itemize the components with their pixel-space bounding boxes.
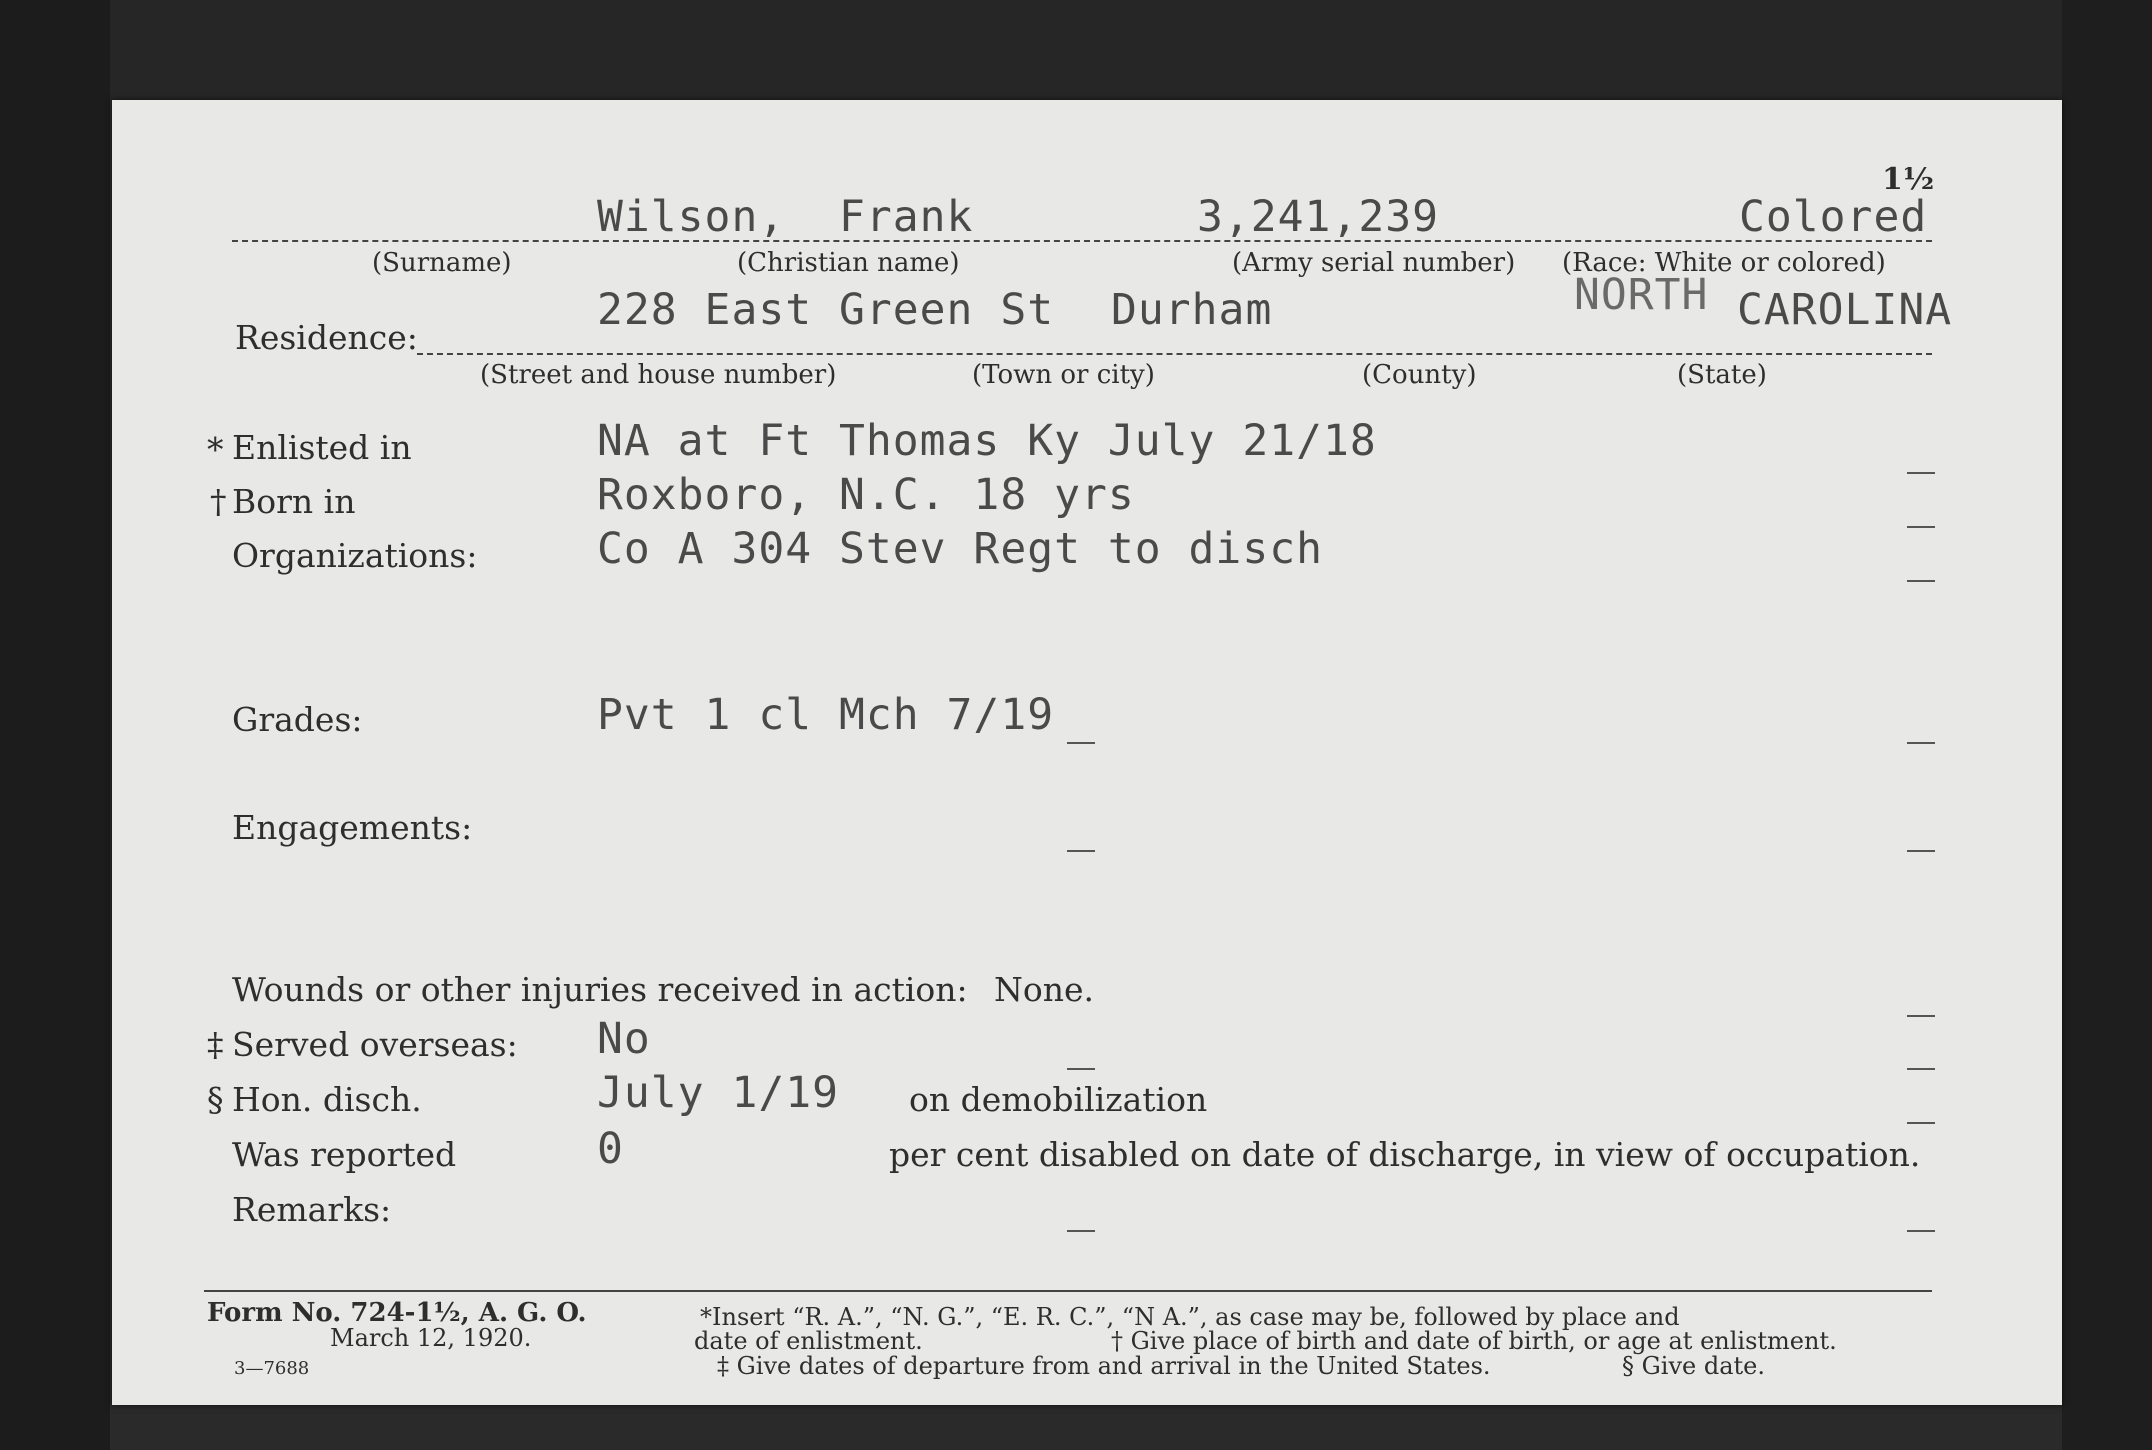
header-rule: [232, 240, 1932, 242]
surname-value: Wilson,: [597, 192, 786, 242]
scan-background-right: [2062, 0, 2152, 1450]
town-value: Durham: [1111, 285, 1273, 335]
town-caption: (Town or city): [972, 360, 1155, 390]
grades-label: Grades:: [232, 700, 363, 739]
margin-tick: [1907, 742, 1935, 744]
scan-background-left: [0, 0, 110, 1450]
inner-tick: [1067, 850, 1095, 852]
margin-tick: [1907, 526, 1935, 528]
reported-label: Was reported: [232, 1135, 457, 1174]
footnote-birth: † Give place of birth and date of birth, or age at enlistment.: [1111, 1327, 1837, 1355]
serial-number-value: 3,241,239: [1197, 192, 1439, 242]
born-value: Roxboro, N.C. 18 yrs: [597, 470, 1135, 520]
state-value-part1: NORTH: [1574, 270, 1709, 320]
race-caption: (Race: White or colored): [1562, 248, 1886, 278]
margin-tick: [1907, 1068, 1935, 1070]
reported-value: 0: [597, 1124, 624, 1174]
margin-tick: [1907, 1015, 1935, 1017]
wounds-value: None.: [994, 970, 1095, 1009]
inner-tick: [1067, 742, 1095, 744]
discharge-label: Hon. disch.: [232, 1080, 422, 1119]
card-fraction: 1½: [1882, 162, 1935, 197]
print-code: 3—7688: [234, 1358, 310, 1379]
inner-tick: [1067, 1230, 1095, 1232]
discharge-value: July 1/19: [597, 1068, 839, 1118]
organizations-label: Organizations:: [232, 536, 478, 575]
margin-tick: [1907, 580, 1935, 582]
footnote-discharge: § Give date.: [1622, 1352, 1766, 1380]
discharge-suffix: on demobilization: [909, 1080, 1208, 1119]
remarks-label: Remarks:: [232, 1190, 392, 1229]
christian-name-value: Frank: [839, 192, 974, 242]
overseas-value: No: [597, 1014, 651, 1064]
inner-tick: [1067, 1068, 1095, 1070]
margin-tick: [1907, 850, 1935, 852]
service-record-card: [112, 100, 2062, 1405]
engagements-label: Engagements:: [232, 808, 473, 847]
discharge-mark: §: [207, 1080, 224, 1119]
footnote-overseas: ‡ Give dates of departure from and arrival in the United States.: [717, 1352, 1491, 1380]
scan-background-top: [0, 0, 2152, 100]
surname-caption: (Surname): [372, 248, 512, 278]
wounds-label: Wounds or other injuries received in action:: [232, 970, 968, 1009]
reported-suffix: per cent disabled on date of discharge, in view of occupation.: [889, 1135, 1921, 1174]
race-value: Colored: [1739, 192, 1928, 242]
footer-rule: [204, 1290, 1932, 1292]
margin-tick: [1907, 1122, 1935, 1124]
enlisted-value: NA at Ft Thomas Ky July 21/18: [597, 416, 1377, 466]
form-number: Form No. 724-1½, A. G. O.: [207, 1298, 587, 1328]
grades-value: Pvt 1 cl Mch 7/19: [597, 690, 1055, 740]
enlisted-label: Enlisted in: [232, 428, 412, 467]
overseas-mark: ‡: [207, 1025, 224, 1064]
residence-label: Residence:: [235, 318, 418, 357]
born-label: Born in: [232, 482, 356, 521]
state-value-part2: CAROLINA: [1737, 285, 1953, 335]
residence-rule: [417, 353, 1932, 355]
footnote-enlistment: date of enlistment.: [694, 1327, 923, 1355]
footnote-insert: *Insert “R. A.”, “N. G.”, “E. R. C.”, “N A.”, as case may be, followed by place and: [700, 1303, 1680, 1331]
form-date: March 12, 1920.: [330, 1324, 532, 1352]
margin-tick: [1907, 472, 1935, 474]
state-caption: (State): [1677, 360, 1767, 390]
christian-name-caption: (Christian name): [737, 248, 960, 278]
born-mark: †: [210, 482, 227, 521]
street-value: 228 East Green St: [597, 285, 1055, 335]
overseas-label: Served overseas:: [232, 1025, 518, 1064]
street-caption: (Street and house number): [480, 360, 837, 390]
county-caption: (County): [1362, 360, 1477, 390]
organizations-value: Co A 304 Stev Regt to disch: [597, 524, 1323, 574]
enlisted-mark: *: [207, 430, 224, 469]
serial-number-caption: (Army serial number): [1232, 248, 1516, 278]
margin-tick: [1907, 1230, 1935, 1232]
